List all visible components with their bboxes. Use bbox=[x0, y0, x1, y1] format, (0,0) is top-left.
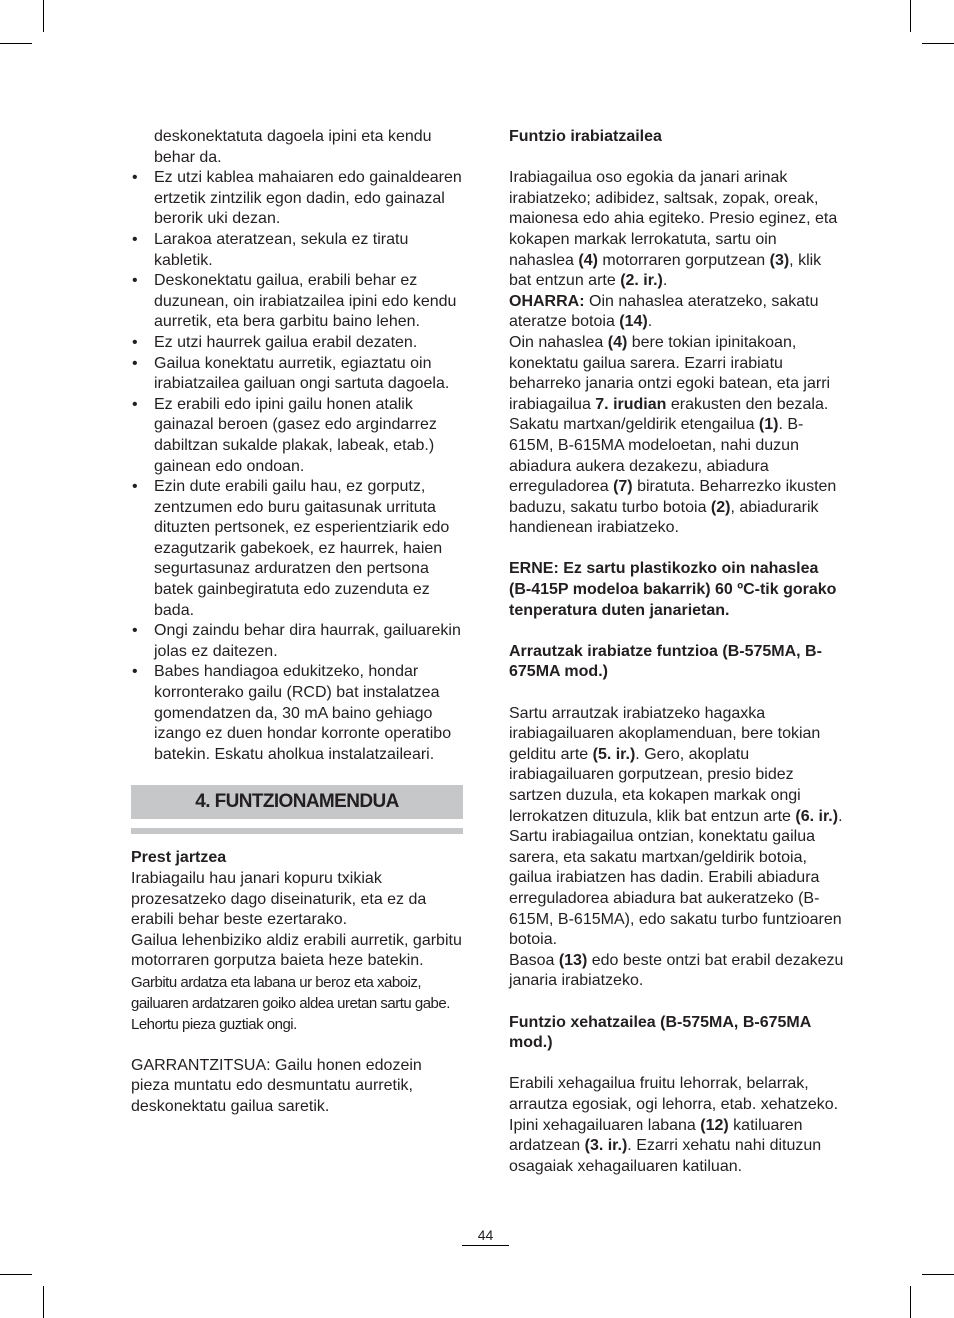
crop-mark-top-left-vertical bbox=[43, 0, 44, 32]
chop-paragraph: Erabili xehagailua fruitu lehorrak, belarrak, arrautza egosiak, ogi lehorra, etab. xehatzeko. Ipini xehagailuaren labana (12) katiluaren ardatzean (3. ir.). Ezarri xehatu nahi dituzun osagaiak xehagailuaren katiluan. bbox=[509, 1075, 839, 1175]
right-column bbox=[509, 127, 844, 1177]
blend-paragraph: Irabiagailua oso egokia da janari arinak irabiatzeko; adibidez, saltsak, zopak, oreak, maionesa edo ahia egiteko. Presio eginez, eta kokapen markak lerrokatuta, sartu oin nahaslea (4) motorraren gorputzean (3), klik bat entzun arte (2. ir.). bbox=[509, 169, 838, 290]
prep-paragraph: Garbitu ardatza eta labana ur beroz eta xaboiz, gailuaren ardatzaren goiko aldea uretan sartu gabe. Lehortu pieza guztiak ongi. bbox=[131, 973, 450, 1033]
bullet-item: • Deskonektatu gailua, erabili behar ez duzunean, oin irabiatzailea ipini edo kendu aurretik, eta bera garbitu baino lehen. bbox=[131, 271, 463, 333]
page-number-underline bbox=[462, 1245, 509, 1246]
bullet-item: • Gailua konektatu aurretik, egiaztatu oin irabiatzailea gailuan ongi sartuta dagoela. bbox=[131, 354, 463, 395]
crop-mark-top-right-vertical bbox=[910, 0, 911, 32]
left-column bbox=[131, 127, 463, 1117]
section-heading: 4. FUNTZIONAMENDUA bbox=[195, 791, 399, 813]
whisk-paragraph: Sartu arrautzak irabiatzeko hagaxka irabiagailuaren akoplamenduan, bere tokian gelditu arte (5. ir.). Gero, akoplatu irabiagailuaren gorputzean, presio bidez sartzen duzula, eta kokapen markak ongi lerrokatzen dituzula, klik bat entzun arte (6. ir.). Sartu irabiagailua ontzian, konektatu gailua sarera, eta sakatu martxan/geldirik botoia, gailua irabiatzen has dadin. Erabili abiadura erreguladorea abiadura bat aukeratzeko (B-615M, B-615MA), edo sakatu turbo funtzioaren botoia. bbox=[509, 704, 843, 949]
blend-title: Funtzio irabiatzailea bbox=[509, 128, 662, 145]
bullet-item: • Ez utzi haurrek gailua erabil dezaten. bbox=[131, 333, 463, 354]
prep-title: Prest jartzea bbox=[131, 849, 227, 867]
whisk-paragraph: Basoa (13) edo beste ontzi bat erabil dezakezu janaria irabiatzeko. bbox=[509, 951, 844, 990]
section-divider bbox=[131, 828, 463, 834]
intro-continuation: deskonektatuta dagoela ipini eta kendu behar da. bbox=[154, 128, 432, 166]
bullet-item: • Larakoa ateratzean, sekula ez tiratu kabletik. bbox=[131, 230, 463, 271]
important-note: GARRANTZITSUA: Gailu honen edozein pieza muntatu edo desmuntatu aurretik, deskonektatu gailua saretik. bbox=[131, 1056, 422, 1115]
bullet-item: • Ez erabili edo ipini gailu honen atalik gainazal beroen (gasez edo argindarrez dabiltzan sukalde plakak, labeak, etab.) gainean edo ondoan. bbox=[131, 395, 463, 477]
page-number: 44 bbox=[477, 1227, 494, 1243]
prep-paragraph: Gailua lehenbiziko aldiz erabili aurretik, garbitu motorraren gorputza baieta heze batekin. bbox=[131, 931, 462, 970]
crop-mark-bottom-left-vertical bbox=[43, 1286, 44, 1318]
blend-paragraph: Oin nahaslea (4) bere tokian ipinitakoan, konektatu gailua sarera. Ezarri irabiatu beharreko janaria ontzi egoki batean, eta jarri irabiagailua 7. irudian erakusten den bezala. Sakatu martxan/geldirik etengailua (1). B-615M, B-615MA modeloetan, nahi duzun abiadura aukera dezakezu, abiadura erreguladorea (7) biratuta. Beharrezko ikusten baduzu, sakatu turbo botoia (2), abiadurarik handienean irabiatzeko. bbox=[509, 333, 837, 537]
warning-paragraph: ERNE: Ez sartu plastikozko oin nahaslea (B-415P modeloa bakarrik) 60 ºC-tik gorako tenperatura duten janarietan. bbox=[509, 560, 837, 619]
bullet-item: • Ez utzi kablea mahaiaren edo gainaldearen ertzetik zintzilik egon dadin, edo gainazal berorik uki dezan. bbox=[131, 168, 463, 230]
prep-paragraph: Irabiagailu hau janari kopuru txikiak prozesatzeko dago diseinaturik, eta ez da erabili behar beste ezertarako. bbox=[131, 870, 427, 929]
crop-mark-bottom-right-vertical bbox=[910, 1286, 911, 1318]
crop-mark-top-right-horizontal bbox=[922, 43, 954, 44]
crop-mark-top-left-horizontal bbox=[0, 43, 32, 44]
whisk-title: Arrautzak irabiatze funtzioa (B-575MA, B-675MA mod.) bbox=[509, 642, 822, 681]
bullet-item: • Ezin dute erabili gailu hau, ez gorputz, zentzumen edo buru gaitasunak urrituta dituzten pertsonek, ez esperientziarik edo ezagutzarik gabekoek, ez haurrek, haien segurtasunaz arduratzen den pertsona batek gainbegiratuta edo zuzenduta ez bada. bbox=[131, 477, 463, 621]
bullet-item: • Babes handiagoa edukitzeko, hondar korronterako gailu (RCD) bat instalatzea gomendatzen da, 30 mA baino gehiago izango ez duen hondar korronte operatibo batekin. Eskatu aholkua instalatzaileari. bbox=[131, 662, 463, 765]
chop-title: Funtzio xehatzailea (B-575MA, B-675MA mod.) bbox=[509, 1013, 811, 1052]
blend-note: OHARRA: Oin nahaslea ateratzeko, sakatu ateratze botoia (14). bbox=[509, 292, 819, 331]
crop-mark-bottom-right-horizontal bbox=[922, 1274, 954, 1275]
bullet-item: • Ongi zaindu behar dira haurrak, gailuarekin jolas ez daitezen. bbox=[131, 621, 463, 662]
section-heading-box bbox=[131, 785, 463, 819]
crop-mark-bottom-left-horizontal bbox=[0, 1274, 32, 1275]
safety-bullet-list bbox=[131, 168, 463, 765]
